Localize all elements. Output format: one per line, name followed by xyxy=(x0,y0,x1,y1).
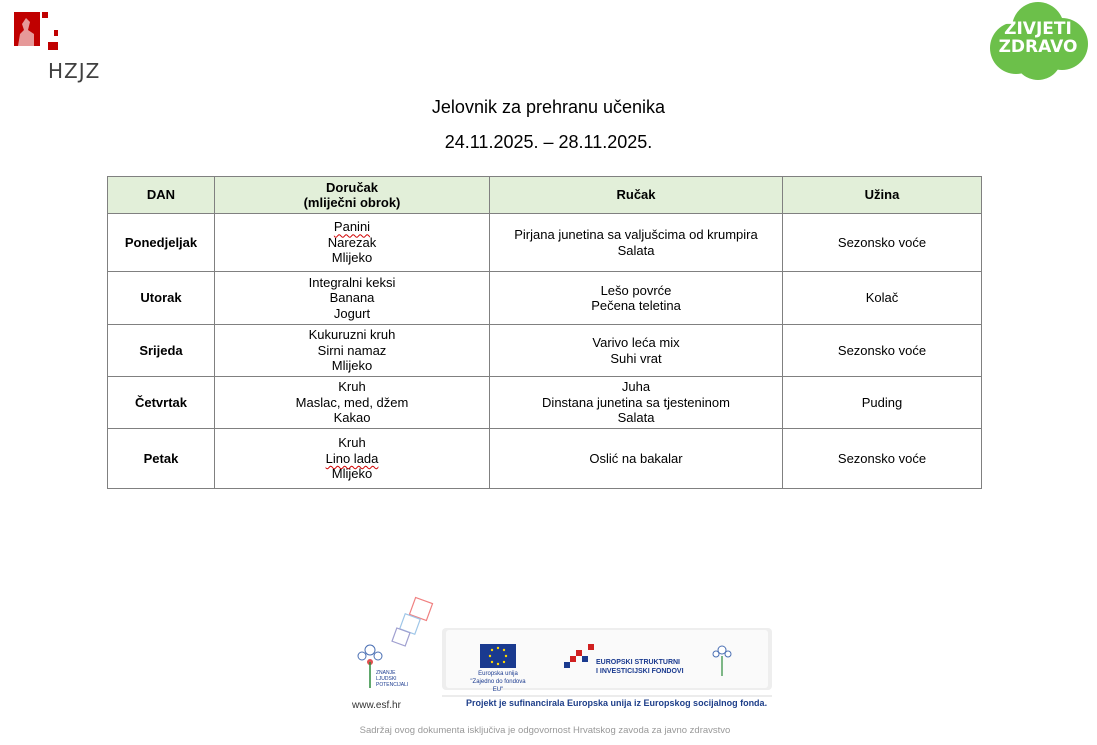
table-row xyxy=(108,377,982,429)
esf-url: www.esf.hr xyxy=(352,700,401,711)
hzjz-logo-text: HZJZ xyxy=(48,59,101,83)
breakfast-cell: Integralni keksi Banana Jogurt xyxy=(215,272,490,325)
header-day: DAN xyxy=(108,177,215,214)
lunch-cell: Juha Dinstana junetina sa tjesteninom Salata xyxy=(490,377,783,429)
header-lunch: Ručak xyxy=(490,177,783,214)
hzjz-logo xyxy=(14,12,114,84)
day-cell: Srijeda xyxy=(108,325,215,377)
disclaimer: Sadržaj ovog dokumenta isključiva je odgovornost Hrvatskog zavoda za javno zdravstvo xyxy=(359,725,731,736)
project-note: Projekt je sufinancirala Europska unija iz Europskog socijalnog fonda. xyxy=(466,698,768,708)
snack-cell: Sezonsko voće xyxy=(783,429,982,489)
esf-label-l3: POTENCIJALI xyxy=(376,682,409,688)
day-cell: Petak xyxy=(108,429,215,489)
snack-cell: Kolač xyxy=(783,272,982,325)
table-row xyxy=(108,214,982,272)
menu-title: Jelovnik za prehranu učenika xyxy=(431,97,666,117)
lunch-cell: Varivo leća mix Suhi vrat xyxy=(490,325,783,377)
esf-label-l1: ZNANJE xyxy=(376,670,396,676)
header-breakfast: Doručak (mliječni obrok) xyxy=(215,177,490,214)
lunch-cell: Pirjana junetina sa valjušcima od krumpira Salata xyxy=(490,214,783,272)
hzjz-mark-icon xyxy=(14,12,62,50)
breakfast-cell: Panini Narezak Mlijeko xyxy=(215,214,490,272)
zivjeti-text: ŽIVJETI xyxy=(1004,19,1072,39)
day-cell: Ponedjeljak xyxy=(108,214,215,272)
eu-slogan: "Zajedno do fondova EU" xyxy=(470,679,526,693)
snack-cell: Sezonsko voće xyxy=(783,325,982,377)
header-snack: Užina xyxy=(783,177,982,214)
esif-label-l2: I INVESTICIJSKI FONDOVI xyxy=(596,668,684,675)
snack-cell: Sezonsko voće xyxy=(783,214,982,272)
table-header-row xyxy=(108,177,982,214)
day-cell: Utorak xyxy=(108,272,215,325)
eu-label: Europska unija xyxy=(478,671,518,677)
table-row xyxy=(108,429,982,489)
menu-table xyxy=(107,176,982,489)
lunch-cell: Oslić na bakalar xyxy=(490,429,783,489)
snack-cell: Puding xyxy=(783,377,982,429)
zdravo-text: ZDRAVO xyxy=(998,37,1078,57)
table-row xyxy=(108,272,982,325)
table-row xyxy=(108,325,982,377)
zivjeti-zdravo-logo xyxy=(986,0,1090,84)
day-cell: Četvrtak xyxy=(108,377,215,429)
esif-label-l1: EUROPSKI STRUKTURNI xyxy=(596,659,681,666)
lunch-cell: Lešo povrće Pečena teletina xyxy=(490,272,783,325)
esf-label-l2: LJUDSKI xyxy=(376,676,397,682)
breakfast-cell: Kruh Lino lada Mlijeko xyxy=(215,429,490,489)
menu-date-range: 24.11.2025. – 28.11.2025. xyxy=(444,132,653,152)
breakfast-cell: Kukuruzni kruh Sirni namaz Mlijeko xyxy=(215,325,490,377)
breakfast-cell: Kruh Maslac, med, džem Kakao xyxy=(215,377,490,429)
